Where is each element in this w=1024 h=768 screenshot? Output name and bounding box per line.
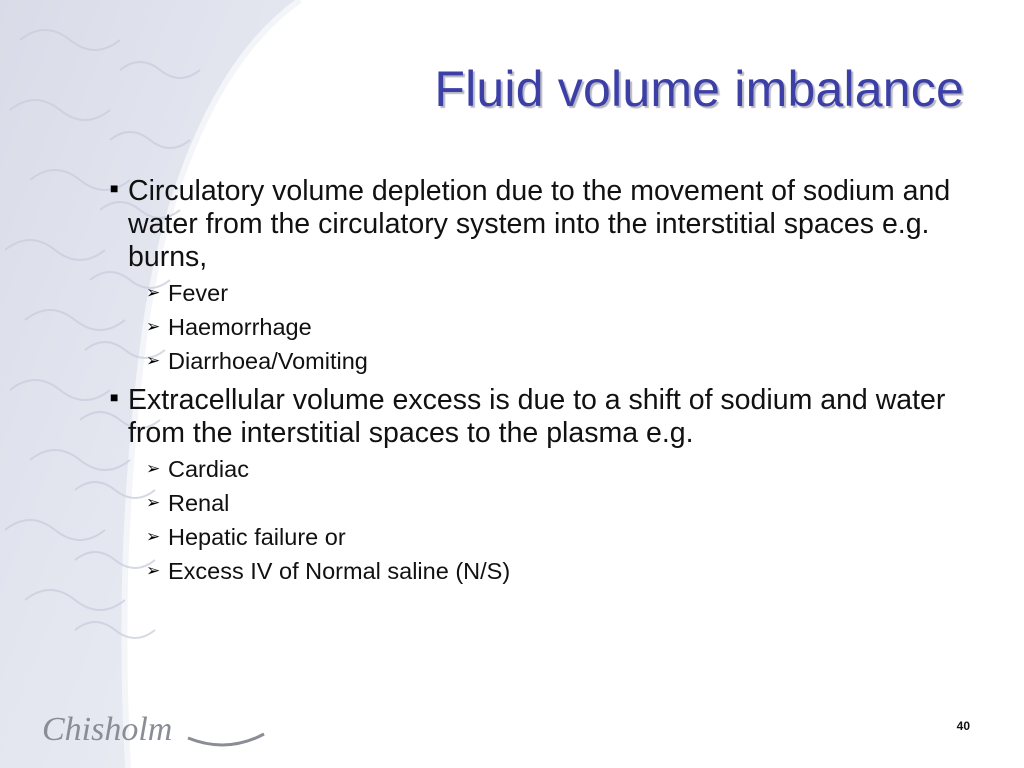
sub-bullet-item (146, 486, 968, 520)
arrow-bullet-icon: ➢ (146, 283, 161, 302)
page-number: 40 (956, 719, 970, 733)
arrow-bullet-icon: ➢ (146, 459, 161, 478)
arrow-bullet-icon: ➢ (146, 351, 161, 370)
bullet-list (108, 175, 968, 594)
bullet-item (108, 175, 968, 274)
bullet-text: Circulatory volume depletion due to the movement of sodium and water from the circulatory system into the interstitial spaces e.g. burns, (128, 175, 951, 273)
slide-title: Fluid volume imbalance (434, 61, 964, 117)
square-bullet-icon: ■ (110, 180, 119, 196)
sub-bullet-item (146, 276, 968, 310)
sub-bullet-list (146, 452, 968, 588)
sub-bullet-text: Hepatic failure or (168, 524, 346, 550)
sub-bullet-item (146, 344, 968, 378)
sub-bullet-item (146, 310, 968, 344)
sub-bullet-item (146, 520, 968, 554)
sub-bullet-text: Renal (168, 490, 230, 516)
sub-bullet-text: Excess IV of Normal saline (N/S) (168, 558, 511, 584)
arrow-bullet-icon: ➢ (146, 527, 161, 546)
sub-bullet-list (146, 276, 968, 378)
arrow-bullet-icon: ➢ (146, 493, 161, 512)
arrow-bullet-icon: ➢ (146, 317, 161, 336)
sub-bullet-text: Cardiac (168, 456, 249, 482)
sub-bullet-text: Fever (168, 280, 229, 306)
chisholm-logo (38, 704, 268, 756)
bullet-item (108, 384, 968, 450)
sub-bullet-item (146, 554, 968, 588)
sub-bullet-item (146, 452, 968, 486)
square-bullet-icon: ■ (110, 389, 119, 405)
sub-bullet-text: Diarrhoea/Vomiting (168, 348, 368, 374)
arrow-bullet-icon: ➢ (146, 561, 161, 580)
sub-bullet-text: Haemorrhage (168, 314, 312, 340)
svg-text:Chisholm: Chisholm (42, 711, 173, 748)
bullet-text: Extracellular volume excess is due to a shift of sodium and water from the interstitial spaces to the plasma e.g. (128, 384, 946, 449)
